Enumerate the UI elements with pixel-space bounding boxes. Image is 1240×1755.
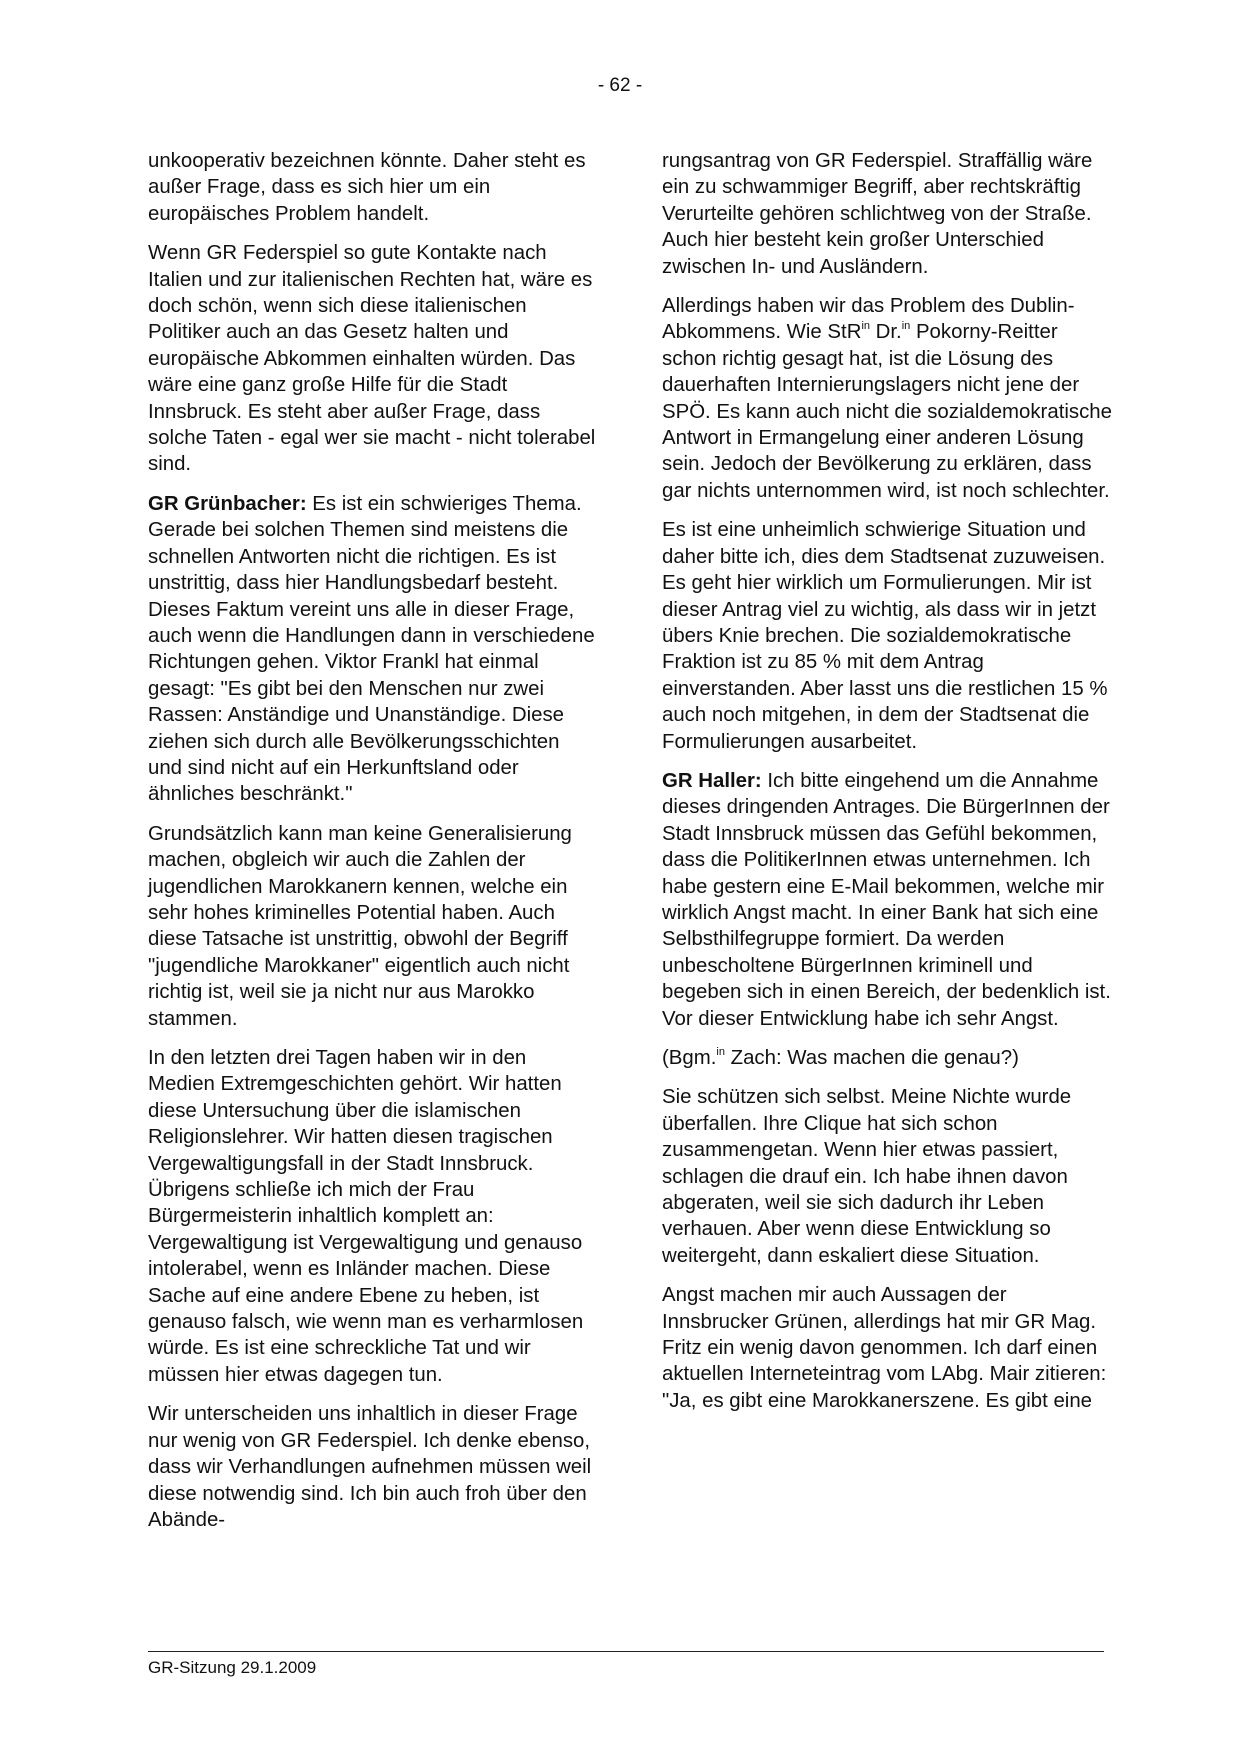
superscript: in xyxy=(716,1046,725,1058)
paragraph: Sie schützen sich selbst. Meine Nichte wurde überfallen. Ihre Clique hat sich schon zusammengetan. Wenn hier etwas passiert, schlagen die drauf ein. Ich habe ihnen davon abgeraten, weil sie sich dadurch ihr Leben verhauen. Aber wenn diese Entwicklung so weitergeht, dann eskaliert diese Situation. xyxy=(662,1086,1072,1267)
text-run: Zach: Was machen die genau?) xyxy=(724,1047,1019,1069)
paragraph: Angst machen mir auch Aussagen der Innsbrucker Grünen, allerdings hat mir GR Mag. Fritz ein wenig davon genommen. Ich darf einen aktuellen Interneteintrag vom LAbg. Mair zitieren: "Ja, es gibt eine Marokkanerszene. Es gibt eine xyxy=(662,1284,1107,1412)
text-run: Pokorny-Reitter schon richtig gesagt hat, ist die Lösung des dauerhaften Internierungslagers nicht jene der SPÖ. Es kann auch nicht die sozialdemokratische Antwort in Ermangelung einer anderen Lösung sein. Jedoch der Bevölkerung zu erklären, dass gar nichts unternommen wird, ist noch schlechter. xyxy=(662,321,1112,502)
speech-paragraph xyxy=(662,768,1112,1032)
paragraph xyxy=(662,293,1112,504)
interjection xyxy=(662,1045,1112,1071)
speech-text: Es ist ein schwieriges Thema. Gerade bei solchen Themen sind meistens die schnellen Antworten nicht die richtigen. Es ist unstrittig, dass hier Handlungsbedarf besteht. Dieses Faktum vereint uns alle in dieser Frage, auch wenn die Handlungen dann in verschiedene Richtungen gehen. Viktor Frankl hat einmal gesagt: "Es gibt bei den Menschen nur zwei Rassen: Anständige und Unanständige. Diese ziehen sich durch alle Bevölkerungsschichten und sind nicht auf ein Herkunftsland oder ähnliches beschränkt." xyxy=(148,492,595,806)
speech-paragraph xyxy=(148,491,598,808)
speech-text: Ich bitte eingehend um die Annahme dieses dringenden Antrages. Die BürgerInnen der Stadt Innsbruck müssen das Gefühl bekommen, dass die PolitikerInnen etwas unternehmen. Ich habe gestern eine E-Mail bekommen, welche mir wirklich Angst macht. In einer Bank hat sich eine Selbsthilfegruppe formiert. Da werden unbescholtene BürgerInnen kriminell und begeben sich in einen Bereich, der bedenklich ist. Vor dieser Entwicklung habe ich sehr Angst. xyxy=(662,769,1111,1030)
paragraph: Wir unterscheiden uns inhaltlich in dieser Frage nur wenig von GR Federspiel. Ich denke ebenso, dass wir Verhandlungen aufnehmen müssen weil diese notwendig sind. Ich bin auch froh über den Abände- xyxy=(148,1403,592,1531)
paragraph: In den letzten drei Tagen haben wir in den Medien Extremgeschichten gehört. Wir hatten diese Untersuchung über die islamischen Religionslehrer. Wir hatten diesen tragischen Vergewaltigungsfall in der Stadt Innsbruck. Übrigens schließe ich mich der Frau Bürgermeisterin inhaltlich komplett an: Vergewaltigung ist Vergewaltigung und genauso intolerabel, wenn es Inländer machen. Diese Sache auf eine andere Ebene zu heben, ist genauso falsch, wie wenn man es verharmlosen würde. Es ist eine schreckliche Tat und wir müssen hier etwas dagegen tun. xyxy=(148,1047,584,1386)
footer-divider xyxy=(148,1651,1104,1652)
paragraph: Wenn GR Federspiel so gute Kontakte nach Italien und zur italienischen Rechten hat, wäre es doch schön, wenn sich diese italienischen Politiker auch an das Gesetz halten und europäische Abkommen einhalten würden. Das wäre eine ganz große Hilfe für die Stadt Innsbruck. Es steht aber außer Frage, dass solche Taten - egal wer sie macht - nicht tolerabel sind. xyxy=(148,242,596,476)
paragraph: Grundsätzlich kann man keine Generalisierung machen, obgleich wir auch die Zahlen der jugendlichen Marokkanern kennen, welche ein sehr hohes kriminelles Potential haben. Auch diese Tatsache ist unstrittig, obwohl der Begriff "jugendliche Marokkaner" eigentlich auch nicht richtig ist, weil sie ja nicht nur aus Marokko stammen. xyxy=(148,822,572,1030)
footer-session-date: GR-Sitzung 29.1.2009 xyxy=(148,1658,317,1677)
superscript: in xyxy=(901,320,911,333)
right-column xyxy=(662,148,1112,1427)
left-column xyxy=(148,148,598,1546)
speaker-name: GR Haller: xyxy=(662,769,762,792)
text-run: (Bgm. xyxy=(662,1047,717,1069)
speaker-name: GR Grünbacher: xyxy=(148,492,307,515)
text-run: Dr. xyxy=(870,321,902,344)
page-number: - 62 - xyxy=(597,75,643,96)
paragraph: unkooperativ bezeichnen könnte. Daher steht es außer Frage, dass es sich hier um ein europäisches Problem handelt. xyxy=(148,150,586,225)
paragraph: rungsantrag von GR Federspiel. Straffällig wäre ein zu schwammiger Begriff, aber rechtskräftig Verurteilte gehören schlichtweg von der Straße. Auch hier besteht kein großer Unterschied zwischen In- und Ausländern. xyxy=(662,150,1093,278)
text-run: Allerdings haben wir das Problem des Dublin-Abkommens. Wie StR xyxy=(662,295,1075,344)
paragraph: Es ist eine unheimlich schwierige Situation und daher bitte ich, dies dem Stadtsenat zuzuweisen. Es geht hier wirklich um Formulierungen. Mir ist dieser Antrag viel zu wichtig, als dass wir in jetzt übers Knie brechen. Die sozialdemokratische Fraktion ist zu 85 % mit dem Antrag einverstanden. Aber lasst uns die restlichen 15 % auch noch mitgehen, in dem der Stadtsenat die Formulierungen ausarbeitet. xyxy=(662,519,1108,753)
superscript: in xyxy=(861,320,870,333)
